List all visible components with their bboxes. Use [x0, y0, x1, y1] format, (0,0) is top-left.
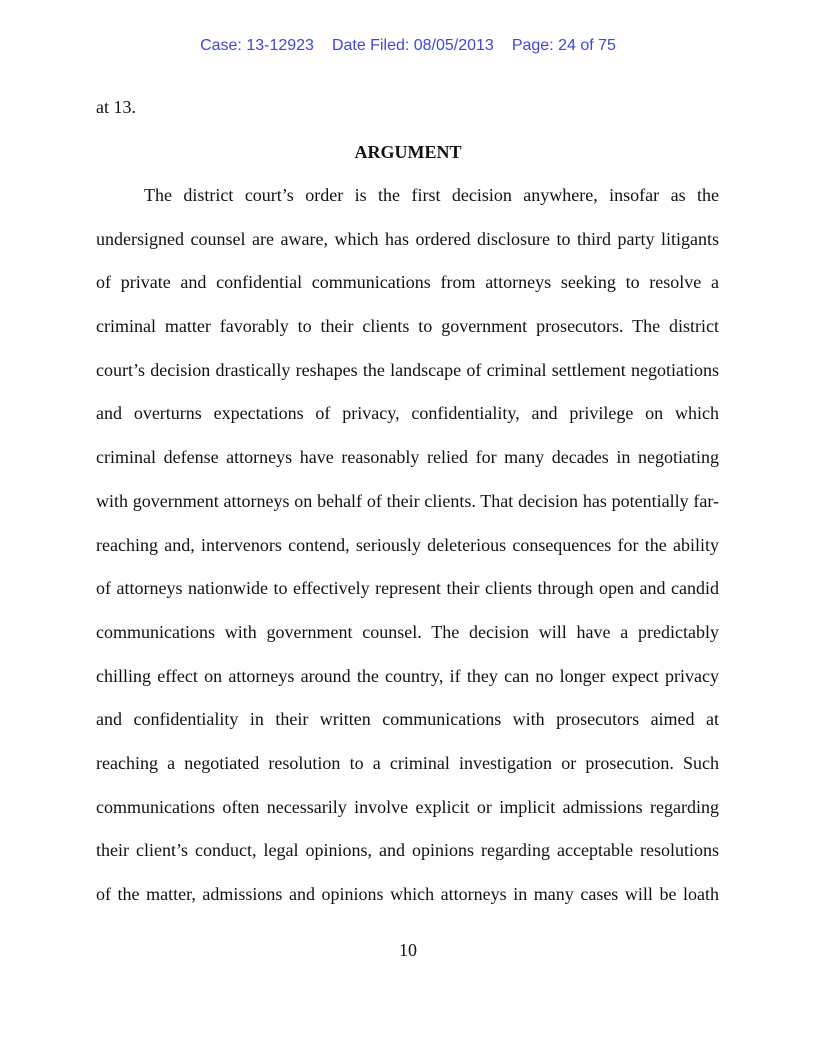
- paragraph-line: reaching a negotiated resolution to a criminal investigation or prosecution. Such: [96, 752, 719, 773]
- lead-text: at 13.: [96, 97, 136, 117]
- paragraph-line: and overturns expectations of privacy, confidentiality, and privilege on which: [96, 403, 719, 424]
- paragraph-line: of private and confidential communications from attorneys seeking to resolve a: [96, 272, 719, 293]
- paragraph-line: of attorneys nationwide to effectively represent their clients through open and candid: [96, 578, 719, 599]
- paragraph-line: chilling effect on attorneys around the country, if they can no longer expect privacy: [96, 665, 719, 686]
- paragraph-line: reaching and, intervenors contend, seriously deleterious consequences for the ability: [96, 534, 719, 555]
- paragraph-line: communications often necessarily involve explicit or implicit admissions regarding: [96, 796, 719, 817]
- paragraph-line: and confidentiality in their written communications with prosecutors aimed at: [96, 709, 719, 730]
- paragraph-line: criminal matter favorably to their clients to government prosecutors. The district: [96, 316, 719, 337]
- section-heading: ARGUMENT: [354, 142, 462, 162]
- paragraph-line: criminal defense attorneys have reasonably relied for many decades in negotiating: [96, 447, 719, 468]
- argument-paragraph: [96, 184, 719, 927]
- paragraph-line: communications with government counsel. The decision will have a predictably: [96, 621, 719, 642]
- case-header: [0, 37, 816, 55]
- page-number: 10: [399, 940, 417, 960]
- paragraph-line: The district court’s order is the first decision anywhere, insofar as the: [144, 185, 719, 205]
- paragraph-line: of the matter, admissions and opinions which attorneys in many cases will be loath: [96, 884, 719, 904]
- date-filed: Date Filed: 08/05/2013: [331, 37, 494, 54]
- paragraph-line: with government attorneys on behalf of their clients. That decision has potentially far-: [96, 490, 719, 511]
- paragraph-line: court’s decision drastically reshapes the landscape of criminal settlement negotiations: [96, 359, 719, 380]
- paragraph-line: their client’s conduct, legal opinions, and opinions regarding acceptable resolutions: [96, 840, 719, 861]
- case-number: Case: 13-12923: [200, 37, 314, 54]
- page-indicator: Page: 24 of 75: [511, 37, 616, 54]
- paragraph-line: undersigned counsel are aware, which has ordered disclosure to third party litigants: [96, 228, 719, 249]
